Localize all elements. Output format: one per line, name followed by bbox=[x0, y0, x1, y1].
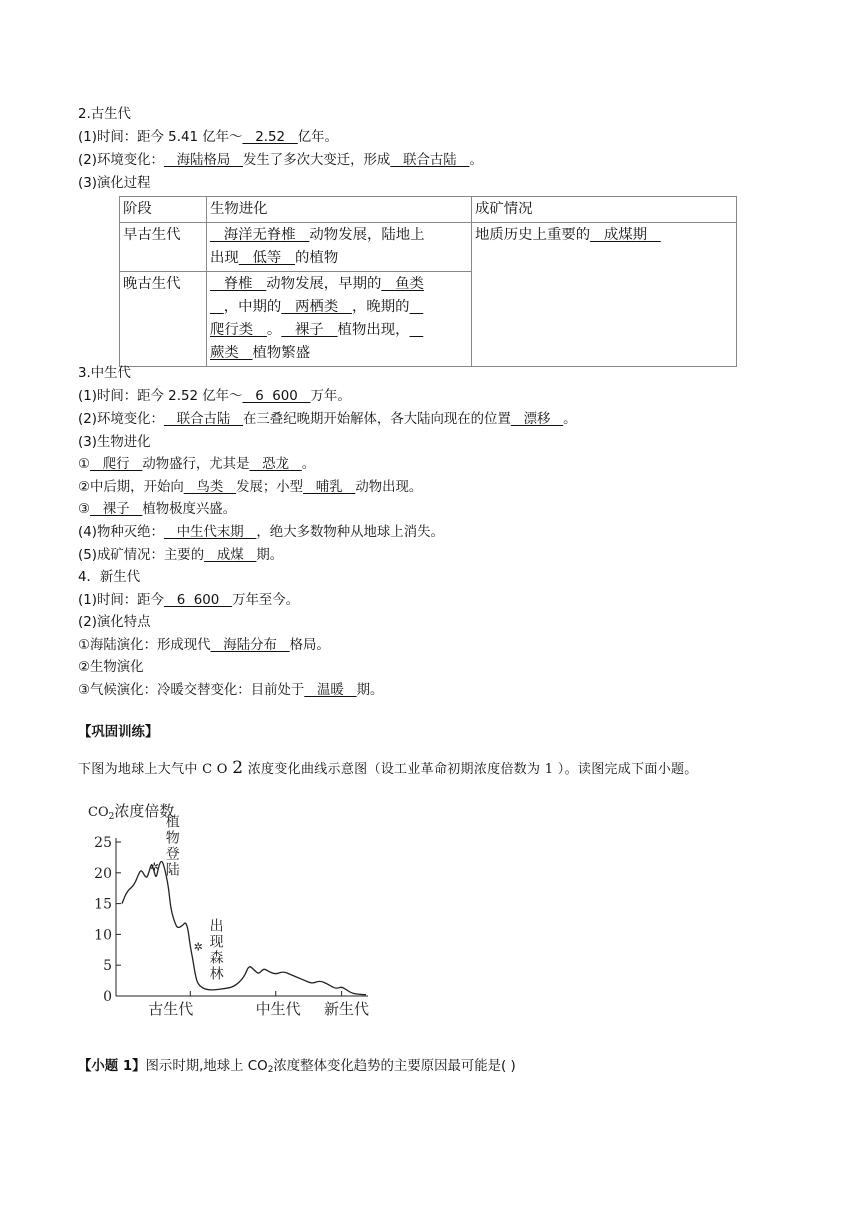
paleozoic-evo-title: (3)演化过程 bbox=[78, 176, 151, 191]
x-tick-label: 古生代 bbox=[148, 1000, 194, 1018]
mesozoic-bio-3 bbox=[78, 501, 236, 519]
text: ，晚期的 bbox=[351, 299, 410, 315]
section-title-paleozoic: 2.古生代 bbox=[78, 107, 131, 122]
answer-blank: 哺乳 bbox=[303, 480, 356, 495]
annotation-char: 林 bbox=[209, 966, 224, 983]
mesozoic-extinction bbox=[78, 524, 444, 542]
table-cell-bio bbox=[207, 223, 472, 272]
section-title-cenozoic: 4．新生代 bbox=[78, 570, 141, 585]
x-tick-label: 新生代 bbox=[323, 1000, 369, 1018]
question-1 bbox=[78, 1055, 516, 1075]
text: 万年至今。 bbox=[232, 593, 300, 608]
chart-ylabel bbox=[88, 802, 174, 822]
mesozoic-bio-title: (3)生物进化 bbox=[78, 435, 151, 450]
answer-blank bbox=[410, 322, 424, 338]
y-tick-label: 0 bbox=[103, 989, 112, 1005]
text: 植物繁盛 bbox=[252, 345, 311, 361]
ylabel-text: $CO_2$浓度倍数 bbox=[88, 802, 175, 822]
practice-intro bbox=[78, 759, 698, 779]
cenozoic-evo-title: (2)演化特点 bbox=[78, 615, 151, 630]
answer-blank: 成煤期 bbox=[590, 227, 661, 243]
annotation-marker-icon: ✲ bbox=[149, 860, 159, 874]
text: 动物出现。 bbox=[355, 480, 423, 495]
text: 2 bbox=[267, 1065, 274, 1075]
text: (4)物种灭绝： bbox=[78, 525, 164, 540]
text: (1)时间：距今 2.52 亿年～ bbox=[78, 389, 243, 404]
mesozoic-time-line bbox=[78, 388, 351, 406]
text: 动物发展，早期的 bbox=[266, 276, 382, 292]
answer-blank: 6 600 bbox=[163, 593, 233, 608]
annotation-char: 登 bbox=[165, 846, 180, 863]
table-cell-stage: 晚古生代 bbox=[120, 272, 207, 367]
text: ①海陆演化：形成现代 bbox=[78, 638, 211, 653]
answer-blank: 联合古陆 bbox=[163, 412, 244, 427]
answer-blank: 成煤 bbox=[204, 548, 257, 563]
text: 亿年。 bbox=[297, 130, 338, 145]
text: ②中后期，开始向 bbox=[78, 480, 184, 495]
annotation-char: 出 bbox=[209, 918, 224, 935]
answer-blank bbox=[410, 299, 424, 315]
table-cell-bio bbox=[207, 272, 472, 367]
text: 浓度整体变化趋势的主要原因最可能是( ) bbox=[273, 1059, 516, 1074]
answer-blank: 中生代末期 bbox=[163, 525, 257, 540]
paleozoic-time-line bbox=[78, 129, 338, 147]
answer-blank bbox=[210, 299, 224, 315]
table-row bbox=[120, 223, 737, 272]
text: 植物出现， bbox=[337, 322, 410, 338]
answer-blank: 蕨类 bbox=[210, 345, 253, 361]
text: 发生了多次大变迁，形成 bbox=[243, 153, 391, 168]
answer-blank: 低等 bbox=[238, 250, 296, 266]
answer-blank: 恐龙 bbox=[249, 457, 302, 472]
table-cell-ore bbox=[472, 223, 737, 367]
text: (5)成矿情况：主要的 bbox=[78, 548, 205, 563]
y-tick-label: 15 bbox=[94, 896, 112, 913]
text: 。 bbox=[301, 457, 316, 472]
text: 动物发展，陆地上 bbox=[309, 227, 425, 243]
answer-blank: 海陆格局 bbox=[163, 153, 244, 168]
table-header: 生物进化 bbox=[207, 197, 472, 223]
mesozoic-bio-1 bbox=[78, 456, 315, 474]
text: 图示时期,地球上 CO bbox=[145, 1059, 268, 1074]
text: 。 bbox=[266, 322, 282, 338]
chart-annotations bbox=[150, 814, 224, 983]
question-tag: 【小题 1】 bbox=[78, 1059, 146, 1074]
text: 期。 bbox=[356, 683, 384, 698]
answer-blank: 鱼类 bbox=[381, 276, 424, 292]
y-tick-label: 5 bbox=[103, 958, 112, 975]
text: 动物盛行，尤其是 bbox=[142, 457, 250, 472]
answer-blank: 联合古陆 bbox=[390, 153, 470, 168]
cenozoic-evo-2: ②生物演化 bbox=[78, 660, 144, 675]
answer-blank: 脊椎 bbox=[210, 276, 267, 292]
section-title-mesozoic: 3.中生代 bbox=[78, 366, 131, 381]
y-tick-label: 25 bbox=[94, 835, 112, 851]
cenozoic-evo-1 bbox=[78, 637, 330, 655]
answer-blank: 鸟类 bbox=[183, 480, 237, 495]
text: 发展；小型 bbox=[236, 480, 304, 495]
answer-blank: 裸子 bbox=[90, 502, 143, 517]
annotation-char: 森 bbox=[209, 950, 224, 967]
text: 浓度变化曲线示意图（设工业革命初期浓度倍数为 1 ）。读图完成下面小题。 bbox=[243, 762, 698, 777]
text: ，绝大多数物种从地球上消失。 bbox=[256, 525, 444, 540]
evolution-table bbox=[119, 196, 737, 367]
cenozoic-evo-3 bbox=[78, 682, 383, 700]
text: ① bbox=[78, 457, 91, 472]
answer-blank: 海洋无脊椎 bbox=[210, 227, 310, 243]
answer-blank: 爬行类 bbox=[210, 322, 267, 338]
text: ，中期的 bbox=[223, 299, 282, 315]
mesozoic-ore bbox=[78, 547, 283, 565]
annotation-char: 植 bbox=[165, 814, 180, 831]
answer-blank: 海陆分布 bbox=[210, 638, 290, 653]
y-axis bbox=[94, 835, 121, 1005]
annotation-marker-icon: ✲ bbox=[193, 940, 203, 954]
answer-blank: 两栖类 bbox=[281, 299, 352, 315]
x-tick-label: 中生代 bbox=[255, 1000, 301, 1018]
cenozoic-time-line bbox=[78, 592, 299, 610]
text: (2)环境变化： bbox=[78, 153, 164, 168]
text: (2)环境变化： bbox=[78, 412, 164, 427]
co2-chart bbox=[82, 796, 402, 1028]
mesozoic-bio-2 bbox=[78, 479, 422, 497]
text: 植物极度兴盛。 bbox=[142, 502, 237, 517]
y-tick-label: 10 bbox=[94, 927, 112, 944]
answer-blank: 6 600 bbox=[242, 389, 311, 404]
answer-blank: 爬行 bbox=[90, 457, 143, 472]
text: 在三叠纪晚期开始解体，各大陆向现在的位置 bbox=[243, 412, 511, 427]
text: 。 bbox=[469, 153, 483, 168]
text: 期。 bbox=[256, 548, 284, 563]
x-axis bbox=[116, 991, 369, 1018]
text: (1)时间：距今 5.41 亿年～ bbox=[78, 130, 243, 145]
text: 2 bbox=[232, 758, 244, 778]
text: 出现 bbox=[210, 250, 239, 266]
mesozoic-env-line bbox=[78, 411, 577, 429]
series-line bbox=[122, 862, 366, 995]
text: 下图为地球上大气中 C O bbox=[78, 762, 233, 777]
table-header: 成矿情况 bbox=[472, 197, 737, 223]
text: ③ bbox=[78, 502, 91, 517]
table-cell-stage: 早古生代 bbox=[120, 223, 207, 272]
text: 格局。 bbox=[289, 638, 330, 653]
text: 地质历史上重要的 bbox=[475, 227, 591, 243]
annotation-char: 陆 bbox=[165, 862, 180, 879]
text: 的植物 bbox=[295, 250, 339, 266]
practice-heading: 【巩固训练】 bbox=[78, 725, 159, 740]
y-tick-label: 20 bbox=[94, 865, 112, 882]
text: ③气候演化：冷暖交替变化：目前处于 bbox=[78, 683, 305, 698]
answer-blank: 2.52 bbox=[242, 130, 298, 145]
text: 。 bbox=[563, 412, 577, 427]
table-header: 阶段 bbox=[120, 197, 207, 223]
text: 万年。 bbox=[310, 389, 351, 404]
annotation-char: 物 bbox=[165, 830, 180, 847]
text: (1)时间：距今 bbox=[78, 593, 164, 608]
answer-blank: 漂移 bbox=[510, 412, 564, 427]
answer-blank: 裸子 bbox=[281, 322, 338, 338]
answer-blank: 温暖 bbox=[304, 683, 357, 698]
annotation-char: 现 bbox=[209, 934, 224, 951]
table-header-row bbox=[120, 197, 737, 223]
paleozoic-env-line bbox=[78, 152, 483, 170]
